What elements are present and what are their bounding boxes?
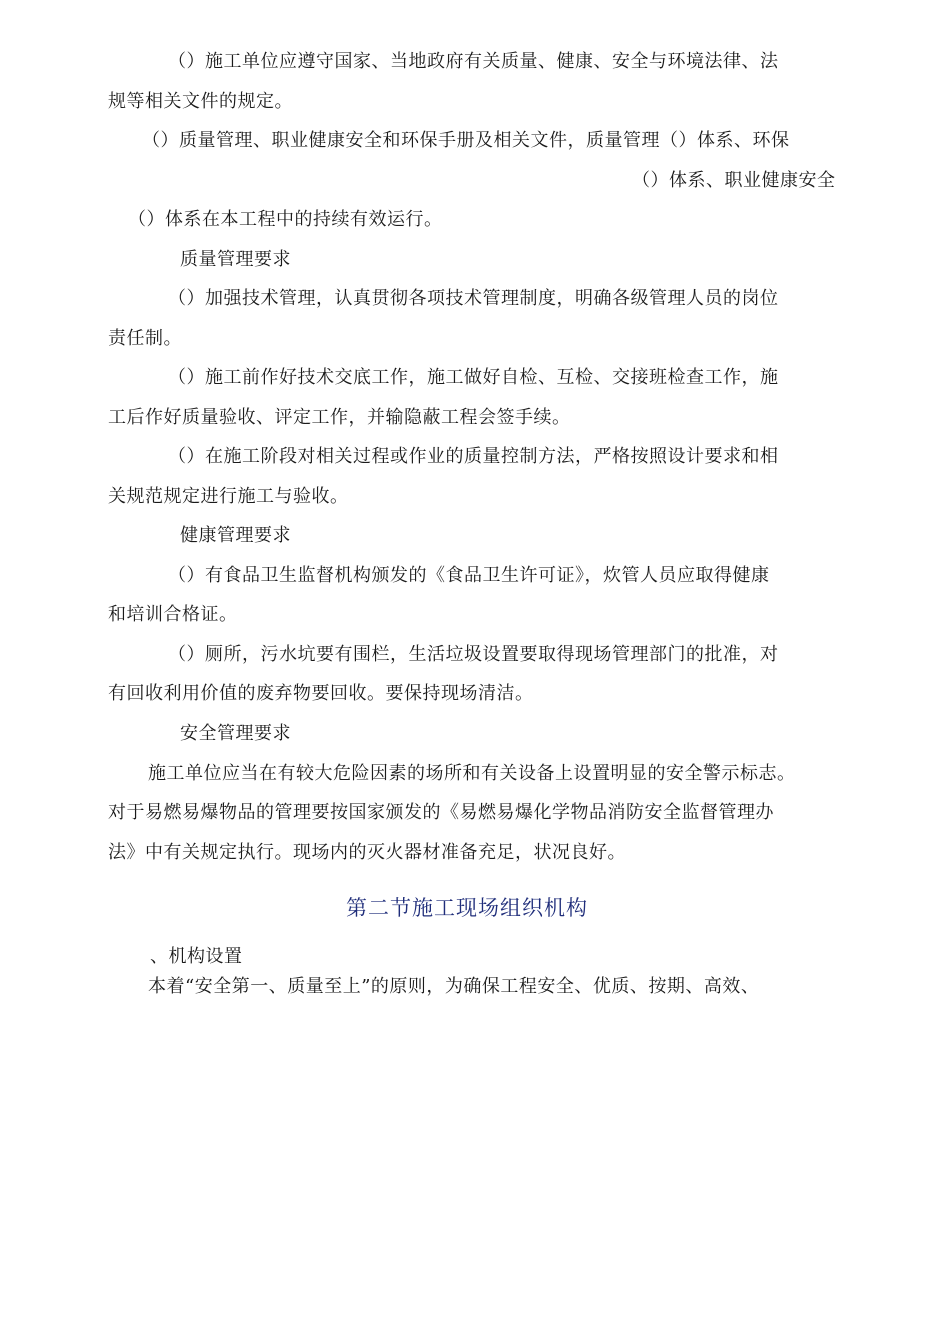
paragraph-line: 规等相关文件的规定。 — [108, 91, 293, 112]
paragraph-line: 法》中有关规定执行。现场内的灭火器材准备充足，状况良好。 — [108, 842, 626, 863]
paragraph-line: 和培训合格证。 — [108, 604, 238, 625]
subsection-heading: 健康管理要求 — [180, 525, 291, 546]
paragraph-line: （）施工前作好技术交底工作，施工做好自检、互检、交接班检查工作，施 — [168, 367, 779, 388]
paragraph-line: （）有食品卫生监督机构颁发的《食品卫生许可证》，炊管人员应取得健康 — [168, 565, 770, 586]
paragraph-line: （）加强技术管理，认真贯彻各项技术管理制度，明确各级管理人员的岗位 — [168, 288, 779, 309]
paragraph-line: （）施工单位应遵守国家、当地政府有关质量、健康、安全与环境法律、法 — [168, 51, 779, 72]
paragraph-line: 有回收利用价值的废弃物要回收。要保持现场清洁。 — [108, 683, 534, 704]
paragraph-line: （）体系、职业健康安全 — [632, 170, 836, 191]
paragraph-line: （）厕所，污水坑要有围栏，生活垃圾设置要取得现场管理部门的批准，对 — [168, 644, 779, 665]
paragraph-line: 责任制。 — [108, 328, 182, 349]
paragraph-line: （）在施工阶段对相关过程或作业的质量控制方法，严格按照设计要求和相 — [168, 446, 779, 467]
paragraph-line: （）体系在本工程中的持续有效运行。 — [128, 209, 443, 230]
subsection-heading: 安全管理要求 — [180, 723, 291, 744]
paragraph-line: 本着“安全第一、质量至上”的原则，为确保工程安全、优质、按期、高效、 — [148, 976, 760, 997]
section-title: 第二节施工现场组织机构 — [346, 896, 588, 920]
paragraph-line: 关规范规定进行施工与验收。 — [108, 486, 349, 507]
subsection-heading: 、机构设置 — [150, 946, 243, 967]
paragraph-line: （）质量管理、职业健康安全和环保手册及相关文件，质量管理（）体系、环保 — [142, 130, 790, 151]
paragraph-line: 工后作好质量验收、评定工作，并输隐蔽工程会签手续。 — [108, 407, 571, 428]
paragraph-line: 对于易燃易爆物品的管理要按国家颁发的《易燃易爆化学物品消防安全监督管理办 — [108, 802, 774, 823]
subsection-heading: 质量管理要求 — [180, 249, 291, 270]
paragraph-line: 施工单位应当在有较大危险因素的场所和有关设备上设置明显的安全警示标志。 — [148, 763, 796, 784]
